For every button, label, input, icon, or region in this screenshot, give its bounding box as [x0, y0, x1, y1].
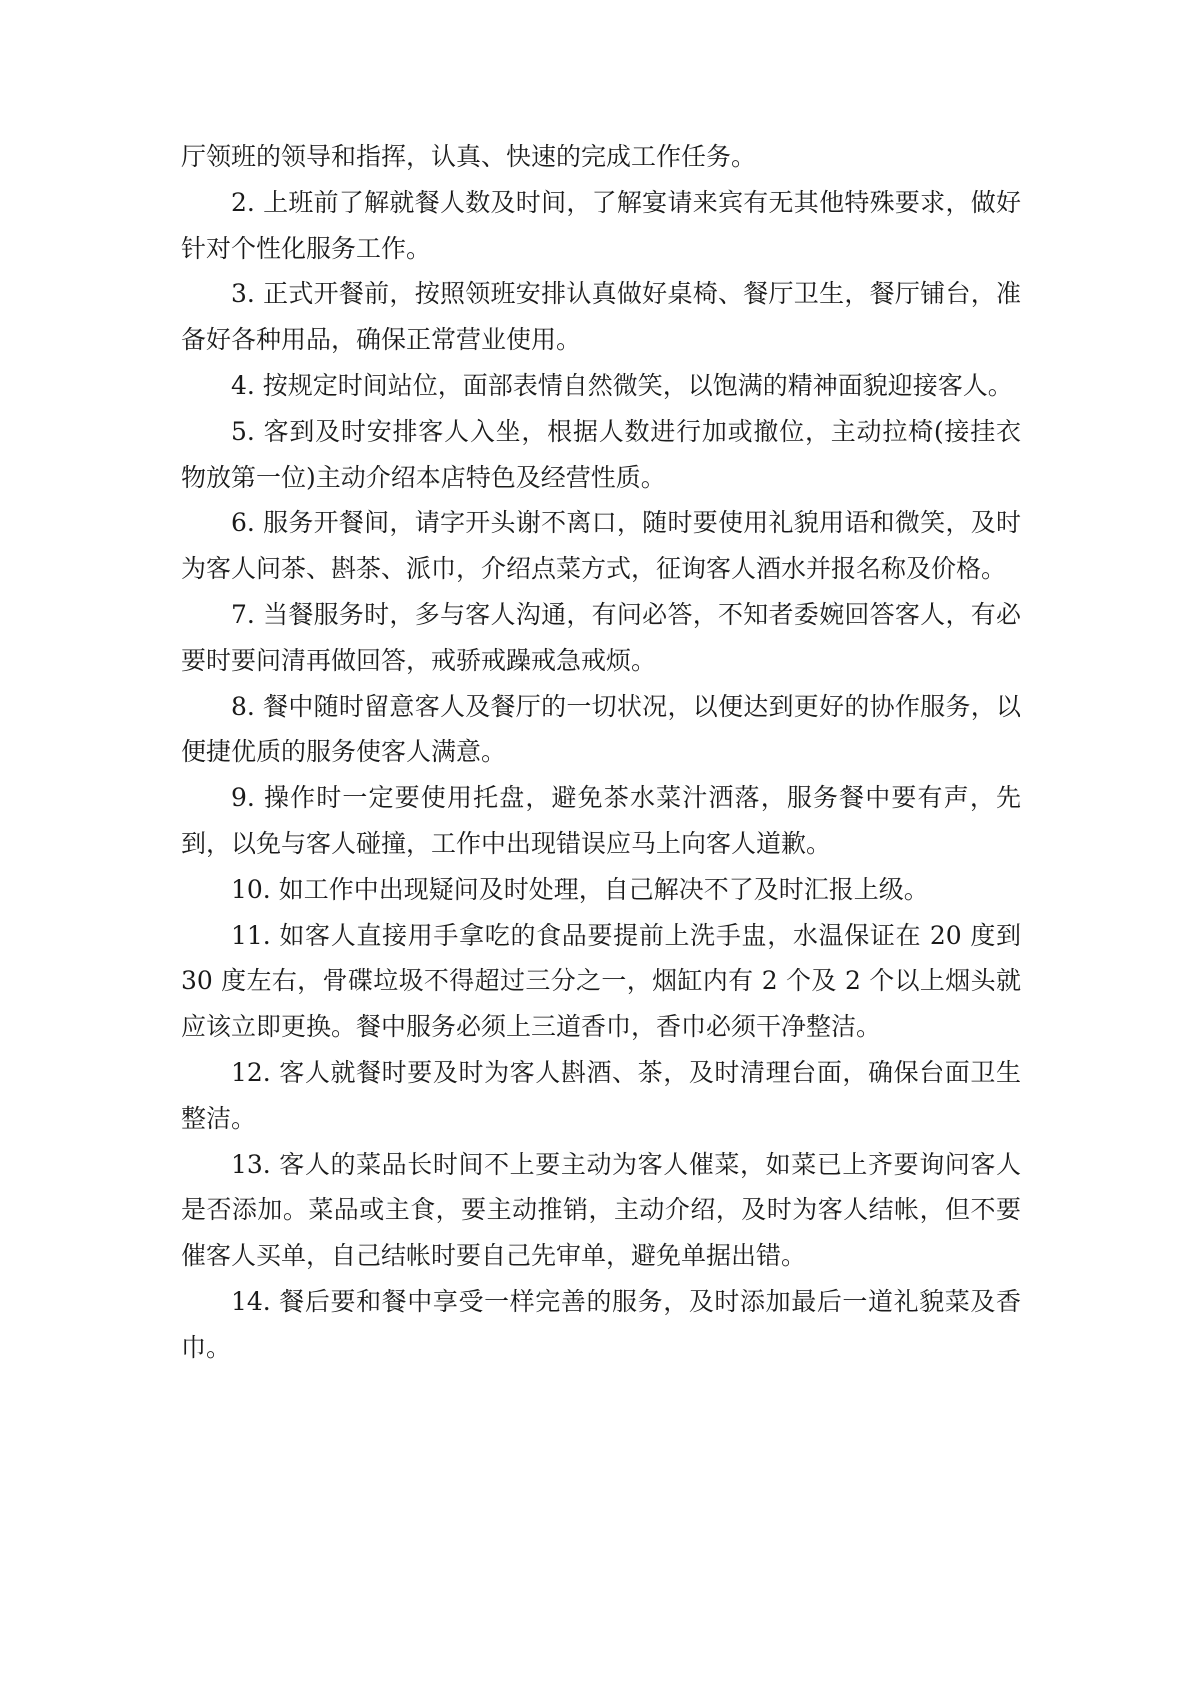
paragraph-continuation: 厅领班的领导和指挥，认真、快速的完成工作任务。 — [181, 142, 757, 171]
paragraph-item-3: 3. 正式开餐前，按照领班安排认真做好桌椅、餐厅卫生，餐厅铺台，准备好各种用品，确保正常营业使用。 — [181, 279, 1021, 355]
paragraph-item-7: 7. 当餐服务时，多与客人沟通，有问必答，不知者委婉回答客人，有必要时要问清再做回答，戒骄戒躁戒急戒烦。 — [181, 599, 1021, 675]
paragraph-item-8: 8. 餐中随时留意客人及餐厅的一切状况，以便达到更好的协作服务，以便捷优质的服务使客人满意。 — [181, 691, 1021, 767]
paragraph-item-12: 12. 客人就餐时要及时为客人斟酒、茶，及时清理台面，确保台面卫生整洁。 — [181, 1057, 1021, 1133]
paragraph-item-10: 10. 如工作中出现疑问及时处理，自己解决不了及时汇报上级。 — [231, 874, 929, 904]
paragraph-item-9: 9. 操作时一定要使用托盘，避免茶水菜汁洒落，服务餐中要有声，先到，以免与客人碰撞，工作中出现错误应马上向客人道歉。 — [181, 783, 1021, 858]
paragraph-item-6: 6. 服务开餐间，请字开头谢不离口，随时要使用礼貌用语和微笑，及时为客人问茶、斟茶、派巾，介绍点菜方式，征询客人酒水并报名称及价格。 — [181, 508, 1021, 584]
paragraph-item-5: 5. 客到及时安排客人入坐，根据人数进行加或撤位，主动拉椅(接挂衣物放第一位)主动介绍本店特色及经营性质。 — [181, 416, 1021, 492]
paragraph-item-4: 4. 按规定时间站位，面部表情自然微笑，以饱满的精神面貌迎接客人。 — [231, 370, 1013, 400]
paragraph-item-13: 13. 客人的菜品长时间不上要主动为客人催菜，如菜已上齐要询问客人是否添加。菜品或主食，要主动推销，主动介绍，及时为客人结帐，但不要催客人买单，自己结帐时要自己先审单，避免单据出错。 — [181, 1149, 1021, 1271]
paragraph-item-11: 11. 如客人直接用手拿吃的食品要提前上洗手盅，水温保证在 20 度到 30 度左右，骨碟垃圾不得超过三分之一，烟缸内有 2 个及 2 个以上烟头就应该立即更换。餐中服务必须上三道香巾，香巾必须干净整洁。 — [181, 920, 1021, 1042]
paragraph-item-2: 2. 上班前了解就餐人数及时间，了解宴请来宾有无其他特殊要求，做好针对个性化服务工作。 — [181, 187, 1021, 263]
document-body — [181, 134, 1021, 1371]
paragraph-item-14: 14. 餐后要和餐中享受一样完善的服务，及时添加最后一道礼貌菜及香巾。 — [181, 1286, 1021, 1362]
